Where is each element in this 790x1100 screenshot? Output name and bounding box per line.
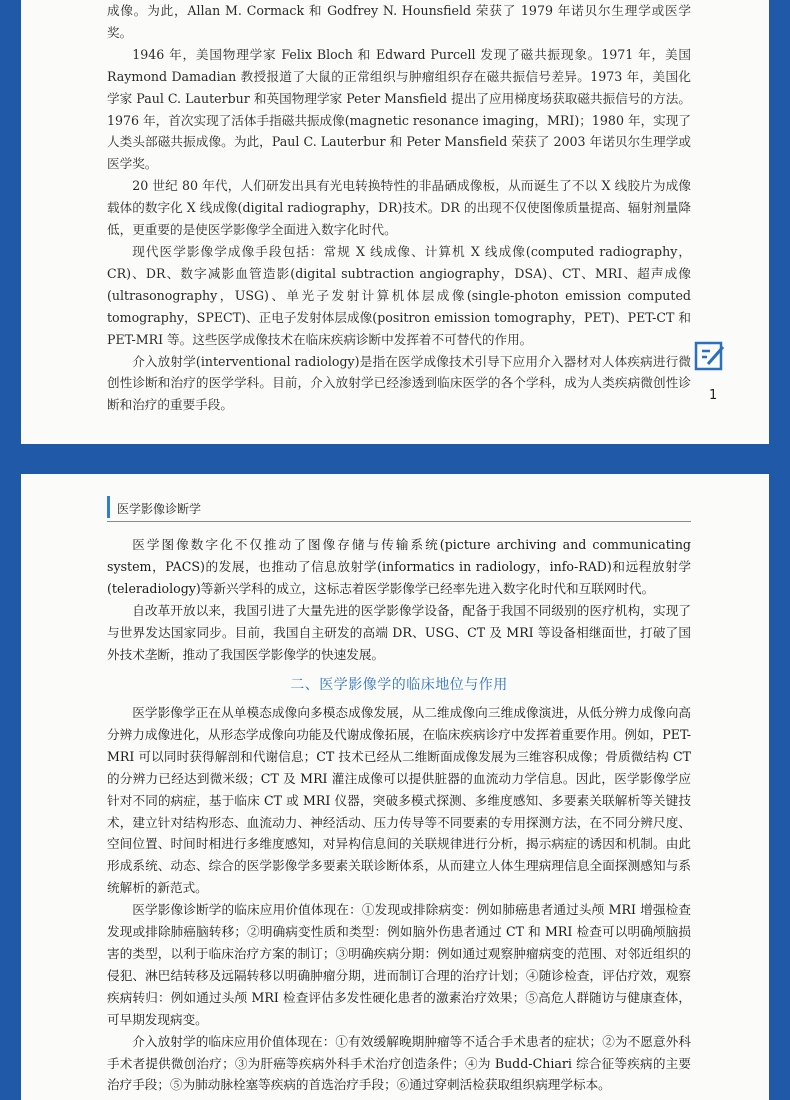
paragraph: 1946 年，美国物理学家 Felix Bloch 和 Edward Purcell 发现了磁共振现象。1971 年，美国 Raymond Damadian 教授报道了大鼠的正常组织与肿瘤组织存在磁共振信号差异。1973 年，美国化学家 Paul C. Lauterbur 和英国物理学家 Peter Mansfield 提出了应用梯度场获取磁共振信号的方法。1976 年，首次实现了活体手指磁共振成像(magnetic resonance imaging，MRI)；1980 年，实现了人类头部磁共振成像。为此，Paul C. Lauterbur 和 Peter Mansfield 荣获了 2003 年诺贝尔生理学或医学奖。 (107, 46, 691, 172)
edit-note-icon[interactable] (694, 340, 726, 372)
bottom-page-text-intro (107, 534, 691, 665)
paragraph: 自改革开放以来，我国引进了大量先进的医学影像学设备，配备于我国不同级别的医疗机构，实现了与世界发达国家同步。目前，我国自主研发的高端 DR、USG、CT 及 MRI 等设备相继面世，打破了国外技术垄断，推动了我国医学影像学的快速发展。 (107, 602, 691, 662)
section-heading: 二、医学影像学的临床地位与作用 (290, 677, 508, 693)
paragraph: 20 世纪 80 年代，人们研发出具有光电转换特性的非晶硒成像板，从而诞生了不以 X 线胶片为成像载体的数字化 X 线成像(digital radiography，DR)技术。DR 的出现不仅使图像质量提高、辐射剂量降低，更重要的是使医学影像学全面进入数字化时代。 (107, 178, 691, 238)
top-page-text (107, 0, 691, 416)
paragraph: 医学图像数字化不仅推动了图像存储与传输系统(picture archiving and communicating system，PACS)的发展，也推动了信息放射学(informatics in radiology，info-RAD)和远程放射学(teleradiology)等新兴学科的成立，这标志着医学影像学已经率先进入数字化时代和互联网时代。 (107, 537, 691, 596)
running-header: 医学影像诊断学 (117, 502, 202, 516)
bottom-page-text-section (107, 702, 691, 1096)
paragraph: 医学影像诊断学的临床应用价值体现在：①发现或排除病变：例如肺癌患者通过头颅 MRI 增强检查发现或排除肺癌脑转移；②明确病变性质和类型：例如脑外伤患者通过 CT 和 MRI 检查可以明确颅脑损害的类型，以利于临床治疗方案的制订；③明确疾病分期：例如通过观察肿瘤病变的范围、对邻近组织的侵犯、淋巴结转移及远隔转移以明确肿瘤分期，进而制订合理的治疗计划；④随诊检查，评估疗效，观察疾病转归：例如通过头颅 MRI 检查评估多发性硬化患者的激素治疗效果；⑤高危人群随访与健康查体，可早期发现病变。 (107, 902, 691, 1027)
paragraph: 现代医学影像学成像手段包括：常规 X 线成像、计算机 X 线成像(computed radiography，CR)、DR、数字减影血管造影(digital subtraction angiography，DSA)、CT、MRI、超声成像(ultrasonography，USG)、单光子发射计算机体层成像(single-photon emission computed tomography，SPECT)、正电子发射体层成像(positron emission tomography，PET)、PET-CT 和 PET-MRI 等。这些医学成像技术在临床疾病诊断中发挥着不可替代的作用。 (107, 243, 691, 347)
page-bottom (21, 474, 769, 1100)
page-number: 1 (709, 388, 718, 403)
page-top (21, 0, 769, 444)
header-rule (107, 521, 691, 522)
paragraph: 介入放射学(interventional radiology)是指在医学成像技术引导下应用介入器材对人体疾病进行微创性诊断和治疗的医学学科。目前，介入放射学已经渗透到临床医学的各个学科，成为人类疾病微创性诊断和治疗的重要手段。 (107, 353, 691, 413)
header-accent-bar (107, 496, 110, 518)
paragraph: 成像。为此，Allan M. Cormack 和 Godfrey N. Hounsfield 荣获了 1979 年诺贝尔生理学或医学奖。 (107, 3, 691, 40)
paragraph: 介入放射学的临床应用价值体现在：①有效缓解晚期肿瘤等不适合手术患者的症状；②为不愿意外科手术者提供微创治疗；③为肝癌等疾病外科手术治疗创造条件；④为 Budd-Chiari 综合征等疾病的主要治疗手段；⑤为肺动脉栓塞等疾病的首选治疗手段；⑥通过穿刺活检获取组织病理学标本。 (107, 1033, 691, 1093)
paragraph: 医学影像学正在从单模态成像向多模态成像发展，从二维成像向三维成像演进，从低分辨力成像向高分辨力成像进化，从形态学成像向功能及代谢成像拓展，在临床疾病诊疗中发挥着重要作用。例如，PET-MRI 可以同时获得解剖和代谢信息；CT 技术已经从二维断面成像发展为三维容积成像；骨质微结构 CT 的分辨力已经达到微米级；CT 及 MRI 灌注成像可以提供脏器的血流动力学信息。因此，医学影像学应针对不同的病症，基于临床 CT 或 MRI 仪器，突破多模式探测、多维度感知、多要素关联解析等关键技术，建立针对结构形态、血流动力、神经活动、压力传导等不同要素的专用探测方法，在不同分辨尺度、空间位置、时间时相进行多维度感知，对异构信息间的关联规律进行分析，揭示病症的诱因和机制。由此形成系统、动态、综合的医学影像学多要素关联诊断体系，从而建立人体生理病理信息全面探测感知与系统解析的新范式。 (107, 705, 691, 896)
